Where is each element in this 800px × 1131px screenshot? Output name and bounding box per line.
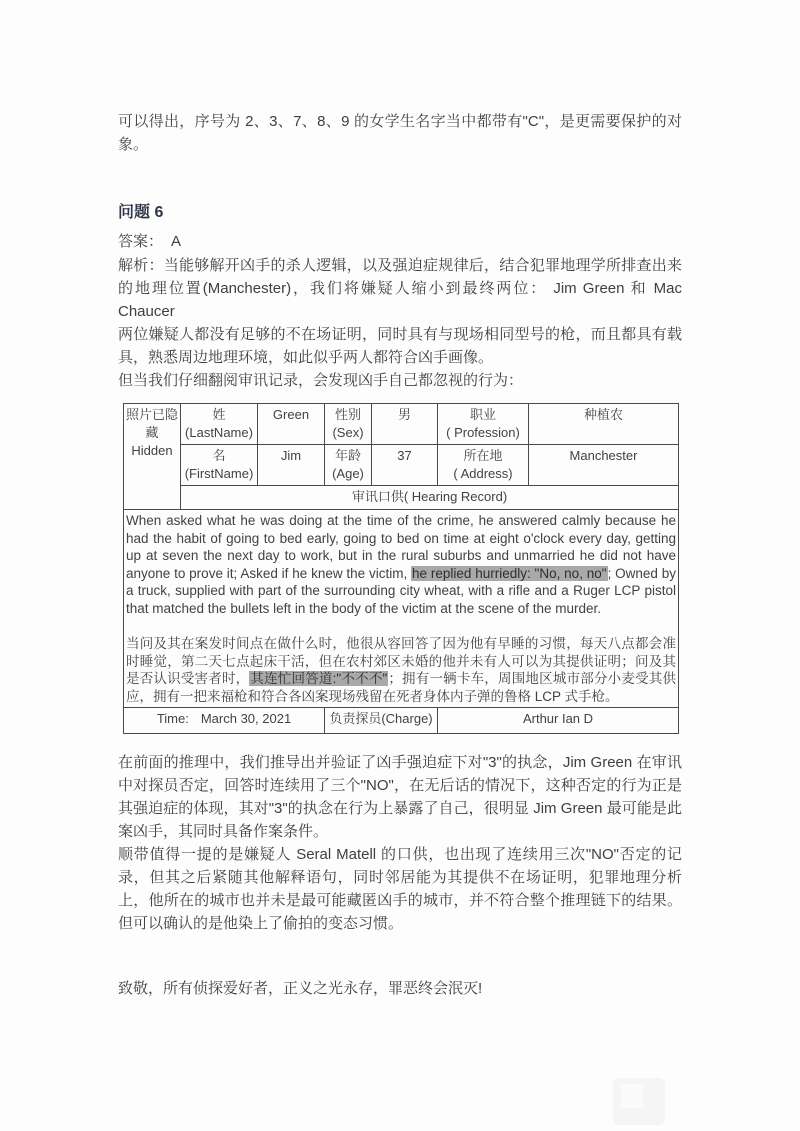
analysis-lead: 解析：当能够解开凶手的杀人逻辑，以及强迫症规律后，结合犯罪地理学所排查出来的地理位置(Manchester)，我们将嫌疑人缩小到最终两位： Jim Green 和 Mac Chaucer — [118, 257, 682, 320]
answer-label: 答案： — [118, 233, 164, 250]
lastname-label-cell — [181, 404, 258, 445]
conclusion-line: 可以得出，序号为 2、3、7、8、9 的女学生名字当中都带有"C"，是更需要保护的对象。 — [118, 113, 682, 153]
table-row — [124, 708, 679, 734]
firstname-label-en: (FirstName) — [184, 466, 254, 481]
side-note-paragraph: 顺带值得一提的是嫌疑人 Seral Matell 的口供，也出现了连续用三次"NO"否定的记录，但其之后紧随其他解释语句，同时邻居能为其提供不在场证明，犯罪地理分析上，他所在的城市也并未是最可能藏匿凶手的城市，并不符合整个推理链下的结果。但可以确认的是他染上了偷拍的变态习惯。 — [118, 846, 682, 932]
table-row — [124, 486, 679, 510]
address-label-cell — [438, 445, 529, 486]
hearing-record-header-cell: 审讯口供( Hearing Record) — [181, 486, 679, 510]
record-zh-highlight: 其连忙回答道:"不不不" — [250, 671, 388, 686]
deduction-block — [118, 751, 682, 935]
photo-hidden-zh: 照片已隐藏 — [126, 407, 179, 440]
record-en-highlight: he replied hurriedly: "No, no, no" — [412, 565, 607, 581]
sex-label-zh: 性别 — [334, 407, 361, 422]
age-label-en: (Age) — [332, 466, 364, 481]
profession-label-en: ( Profession) — [446, 425, 520, 440]
lastname-label-en: (LastName) — [185, 425, 253, 440]
firstname-label-cell — [181, 445, 258, 486]
deduction-paragraph: 在前面的推理中，我们推导出并验证了凶手强迫症下对"3"的执念，Jim Green 在审讯中对探员否定，回答时连续用了三个"NO"，在无后话的情况下，这种否定的行为正是其强迫症的体现，其对"3"的执念在行为上暴露了自己，很明显 Jim Green 最可能是此案凶手，其同时具备作案条件。 — [118, 754, 682, 840]
address-value-cell: Manchester — [529, 445, 679, 486]
sex-value-cell: 男 — [372, 404, 438, 445]
photo-hidden-en: Hidden — [131, 443, 173, 458]
age-value-cell: 37 — [372, 445, 438, 486]
answer-value: A — [171, 233, 182, 250]
analysis-suspects: 两位嫌疑人都没有足够的不在场证明，同时具有与现场相同型号的枪，而且都具有载具，熟悉周边地理环境，如此似乎两人都符合凶手画像。 — [118, 326, 682, 366]
record-zh-after: ；拥有一辆卡车，周围地区城市部分小麦受其供应，拥有一把来福枪和符合各凶案现场残留在死者身体内子弹的鲁格 LCP 式手枪。 — [126, 671, 677, 704]
table-row — [124, 445, 679, 486]
profession-value-cell: 种植农 — [529, 404, 679, 445]
firstname-value-cell: Jim — [258, 445, 325, 486]
closing-line: 致敬，所有侦探爱好者，正义之光永存，罪恶终会泯灭! — [118, 980, 483, 997]
time-value: March 30, 2021 — [200, 711, 292, 726]
sex-label-cell — [325, 404, 372, 445]
record-zh-before: 当问及其在案发时间点在做什么时，他很从容回答了因为他有早睡的习惯，每天八点都会准时睡觉，第二天七点起床干活，但在农村郊区未婚的他并未有人可以为其提供证明；问及其是否认识受害者时， — [126, 636, 676, 686]
profession-label-zh: 职业 — [469, 407, 496, 422]
record-en-after: ; Owned by a truck, supplied with part of the surrounding city wheat, with a rifle and a Ruger LCP pistol that matched the bullets left in the body of the victim at the scene of the murder. — [126, 565, 676, 616]
time-cell — [124, 708, 325, 734]
photo-hidden-cell — [124, 404, 181, 510]
address-label-zh: 所在地 — [463, 448, 503, 463]
analysis-block — [118, 254, 682, 392]
firstname-label-zh: 名 — [212, 448, 226, 463]
time-label: Time: — [156, 711, 189, 726]
hearing-record-table — [123, 403, 679, 734]
hearing-record-chinese — [126, 635, 676, 705]
question-title: 问题 6 — [118, 204, 164, 221]
lastname-label-zh: 姓 — [212, 407, 226, 422]
age-label-zh: 年龄 — [334, 448, 361, 463]
charge-label-cell: 负责探员(Charge) — [325, 708, 438, 734]
profession-label-cell — [438, 404, 529, 445]
table-row — [124, 510, 679, 708]
charge-value-cell: Arthur Ian D — [438, 708, 679, 734]
hearing-record-english — [126, 512, 676, 617]
table-row — [124, 404, 679, 445]
address-label-en: ( Address) — [453, 466, 513, 481]
record-en-before: When asked what he was doing at the time of the crime, he answered calmly because he had the habit of going to bed early, going to bed on time at eight o'clock every day, getting up at seven the next day to work, but in the rural suburbs and unmarried he did not have anyone to prove it; Asked if he knew the victim, — [126, 513, 676, 581]
sex-label-en: (Sex) — [332, 425, 364, 440]
answer-line — [118, 230, 682, 253]
hearing-record-content-cell — [124, 510, 679, 708]
age-label-cell — [325, 445, 372, 486]
analysis-transition: 但当我们仔细翻阅审讯记录，会发现凶手自己都忽视的行为： — [118, 372, 524, 389]
lastname-value-cell: Green — [258, 404, 325, 445]
watermark-logo — [613, 1078, 665, 1125]
